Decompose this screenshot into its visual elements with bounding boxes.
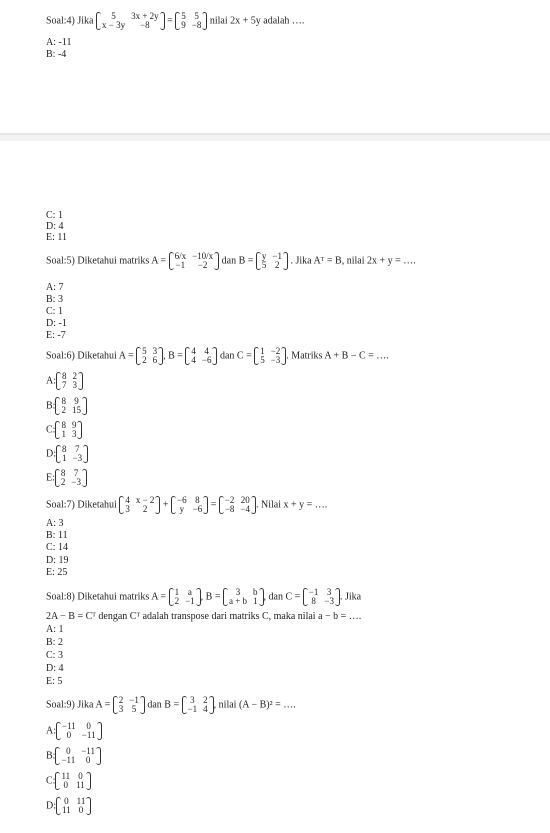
q7-question bbox=[46, 496, 327, 514]
q6-question bbox=[46, 347, 389, 365]
matrix-cell: 5 bbox=[111, 11, 116, 21]
matrix-cell: 9 bbox=[71, 420, 77, 430]
matrix-cell: 3 bbox=[235, 587, 241, 597]
matrix-cell: 0 bbox=[66, 730, 72, 740]
matrix-cell: 3 bbox=[118, 704, 124, 714]
matrix-cell: −10/x bbox=[192, 251, 214, 261]
matrix-cell: 2 bbox=[118, 695, 124, 705]
matrix-cell: 0 bbox=[85, 755, 91, 765]
matrix-cell: 5 bbox=[142, 346, 147, 356]
matrix-cell: 2 bbox=[142, 504, 148, 514]
q4-question: Soal:4) Jika 5 3x + 2y x − 3y −8 = 5 5 9 −8 nilai 2x + 5y adalah …. bbox=[46, 11, 305, 30]
matrix-cell: −8 bbox=[140, 20, 150, 30]
q5-option-d: D: -1 bbox=[46, 318, 67, 329]
q8-matrix-b bbox=[223, 588, 264, 606]
q9-prefix: Soal:9) Jika A = bbox=[46, 699, 111, 711]
matrix-cell: 6/x bbox=[174, 251, 187, 261]
option-matrix bbox=[55, 421, 82, 439]
q8-suffix: . Jika bbox=[339, 591, 362, 603]
q5-suffix: . Jika Aᵀ = B, nilai 2x + y = …. bbox=[290, 255, 416, 267]
matrix-cell: 6 bbox=[152, 355, 158, 365]
matrix-cell: y bbox=[179, 504, 185, 514]
matrix-cell: 1 bbox=[253, 596, 258, 606]
option-label: B: bbox=[46, 750, 56, 762]
q7-prefix: Soal:7) Diketahui bbox=[46, 499, 117, 511]
matrix-cell: 7 bbox=[73, 468, 79, 478]
page-gap bbox=[0, 135, 550, 141]
matrix-cell: a + b bbox=[228, 596, 248, 606]
matrix-cell: −11 bbox=[62, 721, 76, 731]
option-label: B: bbox=[46, 400, 56, 412]
q5-question bbox=[46, 252, 416, 270]
q9-question bbox=[46, 696, 296, 714]
option-matrix bbox=[56, 372, 83, 390]
matrix-cell: −2 bbox=[224, 495, 235, 505]
matrix-cell: −6 bbox=[201, 355, 212, 365]
matrix-cell: −1 bbox=[129, 695, 139, 705]
option-label: D: bbox=[46, 800, 56, 812]
matrix-cell: 1 bbox=[174, 587, 180, 597]
q5-prefix: Soal:5) Diketahui matriks A = bbox=[46, 255, 167, 267]
q8-option-c: C: 3 bbox=[46, 650, 63, 661]
matrix-cell: 3 bbox=[125, 504, 130, 514]
matrix-cell: −11 bbox=[81, 746, 95, 756]
matrix-cell: 8 bbox=[61, 420, 66, 430]
matrix-cell: −1 bbox=[272, 251, 282, 261]
q7-option-d: D: 19 bbox=[46, 555, 69, 566]
matrix-cell: 4 bbox=[203, 704, 208, 714]
matrix-cell: −3 bbox=[72, 453, 83, 463]
option-label: E: bbox=[46, 472, 55, 484]
q5-option-c: C: 1 bbox=[46, 306, 63, 317]
matrix-cell: −2 bbox=[270, 346, 281, 356]
option-matrix bbox=[56, 445, 88, 463]
q7-plus: + bbox=[162, 499, 169, 511]
q5-matrix-b bbox=[256, 252, 288, 270]
matrix-cell: 3x + 2y bbox=[131, 11, 159, 21]
q5-option-e: E: -7 bbox=[46, 330, 66, 341]
q7-option-c: C: 14 bbox=[46, 542, 68, 553]
matrix-cell: −3 bbox=[71, 477, 81, 487]
q5-matrix-a bbox=[169, 252, 220, 270]
matrix-cell: 1 bbox=[61, 429, 66, 439]
matrix-cell: b bbox=[253, 587, 258, 597]
matrix-cell: 4 bbox=[191, 355, 196, 365]
q7-suffix: . Nilai x + y = …. bbox=[256, 499, 328, 511]
matrix-cell: 9 bbox=[74, 396, 79, 406]
matrix-cell: 0 bbox=[78, 805, 84, 815]
matrix-cell: −11 bbox=[81, 730, 96, 740]
q8-matrix-c bbox=[303, 588, 340, 606]
matrix-cell: −2 bbox=[197, 260, 208, 270]
q7-option-a: A: 3 bbox=[46, 518, 64, 529]
matrix-cell: −3 bbox=[324, 596, 334, 606]
matrix-cell: 4 bbox=[204, 346, 209, 356]
matrix-cell: −6 bbox=[177, 495, 187, 505]
matrix-cell: 3 bbox=[190, 695, 195, 705]
matrix-cell: 5 bbox=[260, 355, 265, 365]
q8-label-b: , B = bbox=[200, 591, 221, 603]
q6-matrix-a bbox=[136, 347, 163, 365]
matrix-cell: 15 bbox=[71, 405, 81, 415]
q9-option-d bbox=[46, 797, 91, 815]
matrix-cell: 11 bbox=[76, 796, 86, 806]
matrix-cell: 11 bbox=[62, 805, 71, 815]
matrix-cell: 7 bbox=[62, 380, 67, 390]
matrix-cell: y bbox=[261, 251, 267, 261]
matrix-cell: 0 bbox=[66, 746, 71, 756]
q9-option-c bbox=[46, 772, 91, 790]
q8-label-c: , dan C = bbox=[263, 591, 301, 603]
matrix-cell: 2 bbox=[61, 405, 66, 415]
matrix-cell: 20 bbox=[240, 495, 250, 505]
matrix-cell: −1 bbox=[185, 596, 195, 606]
matrix-cell: 2 bbox=[142, 355, 147, 365]
matrix-cell: 7 bbox=[75, 444, 80, 454]
matrix-cell: 5 bbox=[194, 11, 199, 21]
matrix-cell: −3 bbox=[270, 355, 281, 365]
matrix-cell: 4 bbox=[191, 346, 196, 356]
matrix-cell: 2 bbox=[203, 695, 208, 705]
matrix-cell: 8 bbox=[62, 444, 67, 454]
option-label: A: bbox=[46, 725, 56, 737]
q8-option-d: D: 4 bbox=[46, 663, 64, 674]
option-label: A: bbox=[46, 375, 56, 387]
q8-matrix-a bbox=[169, 588, 201, 606]
q5-mid: dan B = bbox=[221, 255, 254, 267]
matrix-cell: 8 bbox=[60, 468, 66, 478]
matrix-cell: 5 bbox=[131, 704, 137, 714]
q9-matrix-a bbox=[113, 696, 145, 714]
q6-suffix: . Matriks A + B − C = …. bbox=[286, 350, 389, 362]
q9-suffix: , nilai (A − B)² = …. bbox=[213, 699, 296, 711]
q9-option-b bbox=[46, 747, 101, 765]
matrix-cell: −1 bbox=[308, 587, 319, 597]
option-matrix bbox=[55, 397, 87, 415]
q4-option-d: D: 4 bbox=[46, 221, 64, 232]
q7-matrix-3 bbox=[219, 496, 256, 514]
matrix-cell: −11 bbox=[61, 755, 76, 765]
matrix-cell: −8 bbox=[224, 504, 235, 514]
matrix-cell: 1 bbox=[62, 453, 67, 463]
matrix-cell: 8 bbox=[62, 371, 67, 381]
matrix-cell: 0 bbox=[86, 721, 91, 731]
q6-matrix-c bbox=[254, 347, 286, 365]
q6-option-d bbox=[46, 445, 88, 463]
option-matrix bbox=[56, 722, 102, 740]
matrix-cell: x − 2 bbox=[135, 495, 155, 505]
q7-option-e: E: 25 bbox=[46, 567, 68, 578]
q6-option-c bbox=[46, 421, 82, 439]
q6-label-b: , B = bbox=[163, 350, 183, 362]
matrix-cell: −8 bbox=[191, 20, 202, 30]
matrix-cell: −6 bbox=[192, 504, 203, 514]
matrix-cell: −1 bbox=[187, 704, 198, 714]
q6-option-e bbox=[46, 469, 87, 487]
q4-option-c: C: 1 bbox=[46, 210, 63, 221]
matrix-cell: 0 bbox=[64, 796, 69, 806]
matrix-cell: 4 bbox=[125, 495, 130, 505]
matrix-cell: 11 bbox=[76, 780, 85, 790]
matrix-cell: 2 bbox=[274, 260, 280, 270]
matrix-cell: 2 bbox=[72, 371, 77, 381]
q6-matrix-b bbox=[185, 347, 217, 365]
q8-option-b: B: 2 bbox=[46, 637, 63, 648]
q6-option-b bbox=[46, 397, 87, 415]
matrix-cell: 3 bbox=[72, 380, 77, 390]
q9-mid: dan B = bbox=[147, 699, 180, 711]
matrix-cell: 3 bbox=[152, 346, 158, 356]
q6-label-c: dan C = bbox=[219, 350, 252, 362]
matrix-cell: −4 bbox=[240, 504, 250, 514]
option-matrix bbox=[55, 772, 90, 790]
q7-eq: = bbox=[210, 499, 217, 511]
q4-prefix: Soal:4) Jika bbox=[46, 15, 94, 27]
option-matrix bbox=[55, 747, 101, 765]
option-matrix bbox=[56, 797, 91, 815]
matrix-cell: 8 bbox=[61, 396, 66, 406]
matrix-cell: 3 bbox=[71, 429, 77, 439]
matrix-cell: 1 bbox=[260, 346, 265, 356]
q6-option-a bbox=[46, 372, 83, 390]
matrix-cell: 8 bbox=[195, 495, 200, 505]
matrix-cell: 3 bbox=[326, 587, 332, 597]
matrix-cell: a bbox=[187, 587, 192, 597]
matrix-cell: −1 bbox=[175, 260, 186, 270]
option-matrix bbox=[55, 469, 87, 487]
q4-option-e: E: 11 bbox=[46, 232, 68, 243]
q8-question bbox=[46, 588, 361, 606]
q9-matrix-b bbox=[182, 696, 214, 714]
matrix-cell: 9 bbox=[181, 20, 186, 30]
matrix-cell: 11 bbox=[61, 771, 71, 781]
q7-option-b: B: 11 bbox=[46, 530, 68, 541]
q4-rhs-matrix bbox=[175, 12, 207, 30]
q7-matrix-2 bbox=[171, 496, 208, 514]
matrix-cell: 5 bbox=[181, 11, 186, 21]
option-label: C: bbox=[46, 424, 56, 436]
option-label: C: bbox=[46, 775, 56, 787]
q8-question-line2: 2A − B = Cᵀ dengan Cᵀ adalah transpose dari matriks C, maka nilai a − b = …. bbox=[46, 611, 362, 622]
q6-prefix: Soal:6) Diketahui A = bbox=[46, 350, 134, 362]
matrix-cell: 2 bbox=[174, 596, 180, 606]
q4-option-a: A: -11 bbox=[46, 37, 72, 48]
q4-option-b: B: -4 bbox=[46, 49, 67, 60]
q4-suffix: nilai 2x + 5y adalah …. bbox=[209, 15, 305, 27]
q8-prefix: Soal:8) Diketahui matriks A = bbox=[46, 591, 167, 603]
matrix-cell: x − 3y bbox=[102, 20, 126, 30]
matrix-cell: 8 bbox=[311, 596, 316, 606]
q5-option-a: A: 7 bbox=[46, 282, 64, 293]
q4-lhs-matrix bbox=[96, 12, 165, 30]
option-label: D: bbox=[46, 448, 56, 460]
q8-option-a: A: 1 bbox=[46, 624, 64, 635]
q7-matrix-1 bbox=[119, 496, 160, 514]
matrix-cell: 0 bbox=[63, 780, 69, 790]
q9-option-a bbox=[46, 722, 102, 740]
q5-option-b: B: 3 bbox=[46, 294, 63, 305]
q8-option-e: E: 5 bbox=[46, 676, 63, 687]
matrix-cell: 2 bbox=[60, 477, 66, 487]
matrix-cell: 0 bbox=[78, 771, 83, 781]
matrix-cell: 5 bbox=[261, 260, 267, 270]
